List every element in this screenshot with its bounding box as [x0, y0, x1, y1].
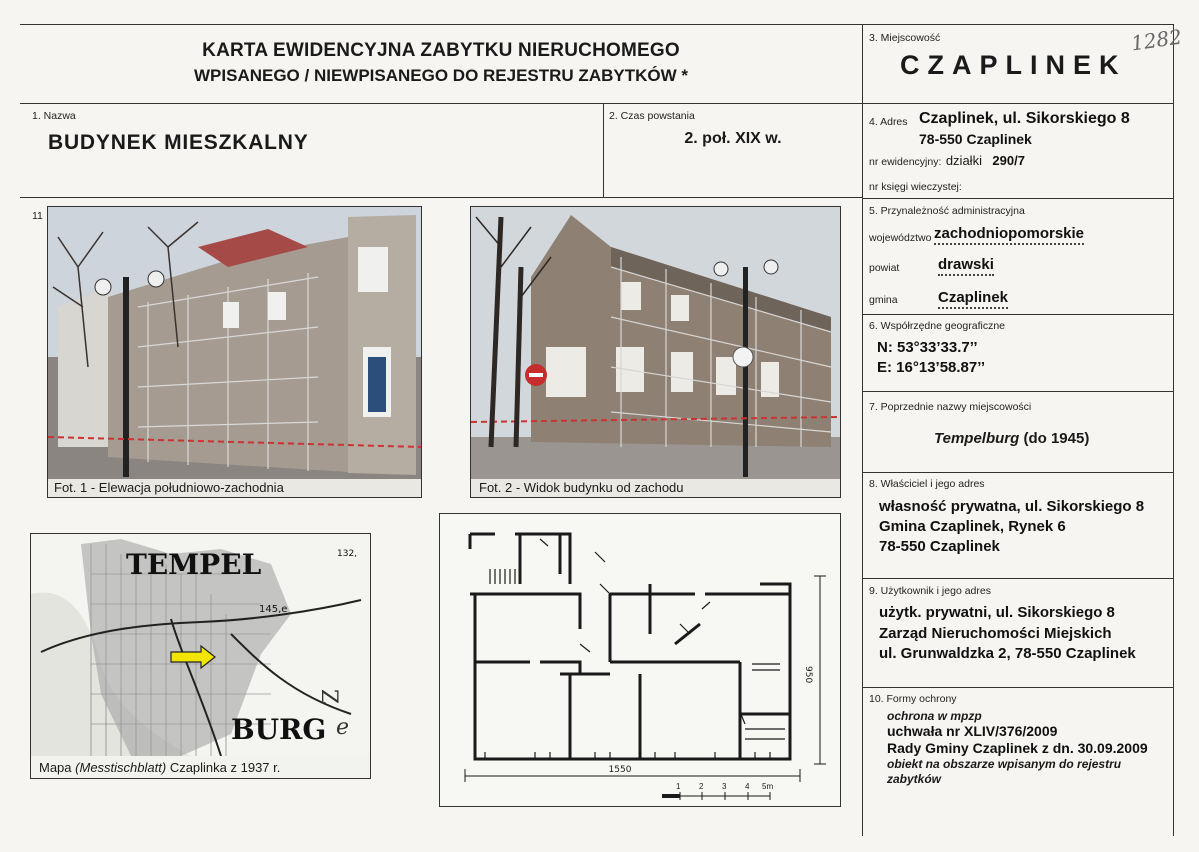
handwritten-number: 1282 [1129, 24, 1184, 56]
photo-1 [47, 206, 422, 498]
plot-number-value: 290/7 [992, 153, 1025, 168]
protection-line1: ochrona w mpzp [887, 709, 982, 723]
scale-tick-5: 5m [762, 782, 774, 791]
user-line2: Zarząd Nieruchomości Miejskich [879, 625, 1112, 642]
owner-line1: własność prywatna, ul. Sikorskiego 8 [879, 498, 1145, 515]
protection-line2: uchwała nr XLIV/376/2009 [887, 723, 1058, 739]
coord-e: E: 16°13’58.87’’ [877, 359, 986, 376]
map-caption-italic: (Messtischblatt) [75, 760, 167, 775]
protection-line3: Rady Gminy Czaplinek z dn. 30.09.2009 [887, 740, 1148, 756]
map-caption-prefix: Mapa [39, 760, 72, 775]
scale-tick-3: 3 [722, 782, 727, 791]
section8-label: 8. Właściciel i jego adres [869, 478, 985, 490]
map-label-z: Z [316, 689, 341, 705]
section5-label: 5. Przynależność administracyjna [869, 205, 1025, 217]
previous-name [934, 430, 1089, 447]
photo-1-caption: Fot. 1 - Elewacja południowo-zachodnia [54, 480, 284, 495]
commune-value: Czaplinek [938, 289, 1008, 309]
divider [603, 103, 604, 198]
protection-line5: zabytków [887, 772, 942, 786]
divider [862, 314, 1174, 315]
section7-label: 7. Poprzednie nazwy miejscowości [869, 401, 1032, 413]
photo-2-image [471, 207, 840, 479]
section11-label: 11 [32, 210, 43, 222]
commune-label: gmina [869, 294, 898, 306]
owner-line2: Gmina Czaplinek, Rynek 6 [879, 518, 1066, 535]
address-line2: 78-550 Czaplinek [919, 131, 1032, 147]
header-title [20, 40, 862, 86]
divider [20, 197, 863, 198]
divider [20, 103, 1174, 104]
county-label: powiat [869, 262, 900, 274]
title-line1: KARTA EWIDENCYJNA ZABYTKU NIERUCHOMEGO [202, 40, 680, 61]
section3-label: 3. Miejscowość [869, 32, 941, 44]
map-label-burg: BURG [231, 713, 327, 746]
map-label-e: e [336, 715, 350, 740]
map-label-145: 145,e [259, 604, 288, 615]
land-register-label: nr księgi wieczystej: [869, 181, 962, 193]
divider [862, 198, 1174, 199]
section4-label: 4. Adres [869, 116, 908, 128]
divider [862, 391, 1174, 392]
floor-plan [439, 513, 841, 807]
protection-line4: obiekt na obszarze wpisanym do rejestru [887, 757, 1122, 771]
map-label-tempel: TEMPEL [126, 548, 262, 581]
user-line3: ul. Grunwaldzka 2, 78-550 Czaplinek [879, 645, 1136, 662]
divider [862, 578, 1174, 579]
title-line2: WPISANEGO / NIEWPISANEGO DO REJESTRU ZABYTKÓW * [194, 66, 688, 85]
plot-number-label: nr ewidencyjny: [869, 156, 942, 168]
previous-name-italic: Tempelburg [934, 430, 1020, 447]
user-line1: użytk. prywatni, ul. Sikorskiego 8 [879, 604, 1115, 621]
plan-dim-width: 1550 [608, 765, 632, 775]
divider [862, 687, 1174, 688]
divider [1173, 24, 1174, 836]
voivodeship-value: zachodniopomorskie [934, 225, 1084, 245]
map-label-132: 132, [337, 549, 358, 559]
county-value: drawski [938, 256, 994, 276]
plan-dim-height: 950 [803, 666, 813, 684]
section2-label: 2. Czas powstania [609, 110, 695, 122]
address-line1: Czaplinek, ul. Sikorskiego 8 [919, 110, 1130, 127]
voivodeship-label: województwo [869, 232, 932, 244]
floor-plan-drawing [440, 514, 840, 806]
divider [862, 472, 1174, 473]
photo-2 [470, 206, 841, 498]
plot-number-row [869, 152, 1025, 170]
section10-label: 10. Formy ochrony [869, 693, 957, 705]
photo-1-image [48, 207, 421, 479]
coord-n: N: 53°33’33.7’’ [877, 339, 978, 356]
scale-tick-2: 2 [699, 782, 704, 791]
map-caption-suffix: Czaplinka z 1937 r. [169, 760, 281, 775]
construction-date: 2. poł. XIX w. [684, 130, 782, 147]
map-caption [39, 760, 280, 775]
map-image [31, 534, 370, 756]
section1-label: 1. Nazwa [32, 110, 76, 122]
town-name: CZAPLINEK [900, 50, 1127, 80]
previous-name-period: (do 1945) [1023, 430, 1090, 447]
object-name: BUDYNEK MIESZKALNY [48, 131, 309, 154]
scale-tick-1: 1 [676, 782, 681, 791]
photo-2-caption: Fot. 2 - Widok budynku od zachodu [479, 480, 684, 495]
section6-label: 6. Współrzędne geograficzne [869, 320, 1005, 332]
plot-number-prefix: działki [945, 153, 982, 168]
scale-tick-4: 4 [745, 782, 750, 791]
owner-line3: 78-550 Czaplinek [879, 538, 1000, 555]
divider [862, 24, 863, 836]
divider [20, 24, 1174, 25]
section9-label: 9. Użytkownik i jego adres [869, 585, 991, 597]
historic-map [30, 533, 371, 779]
